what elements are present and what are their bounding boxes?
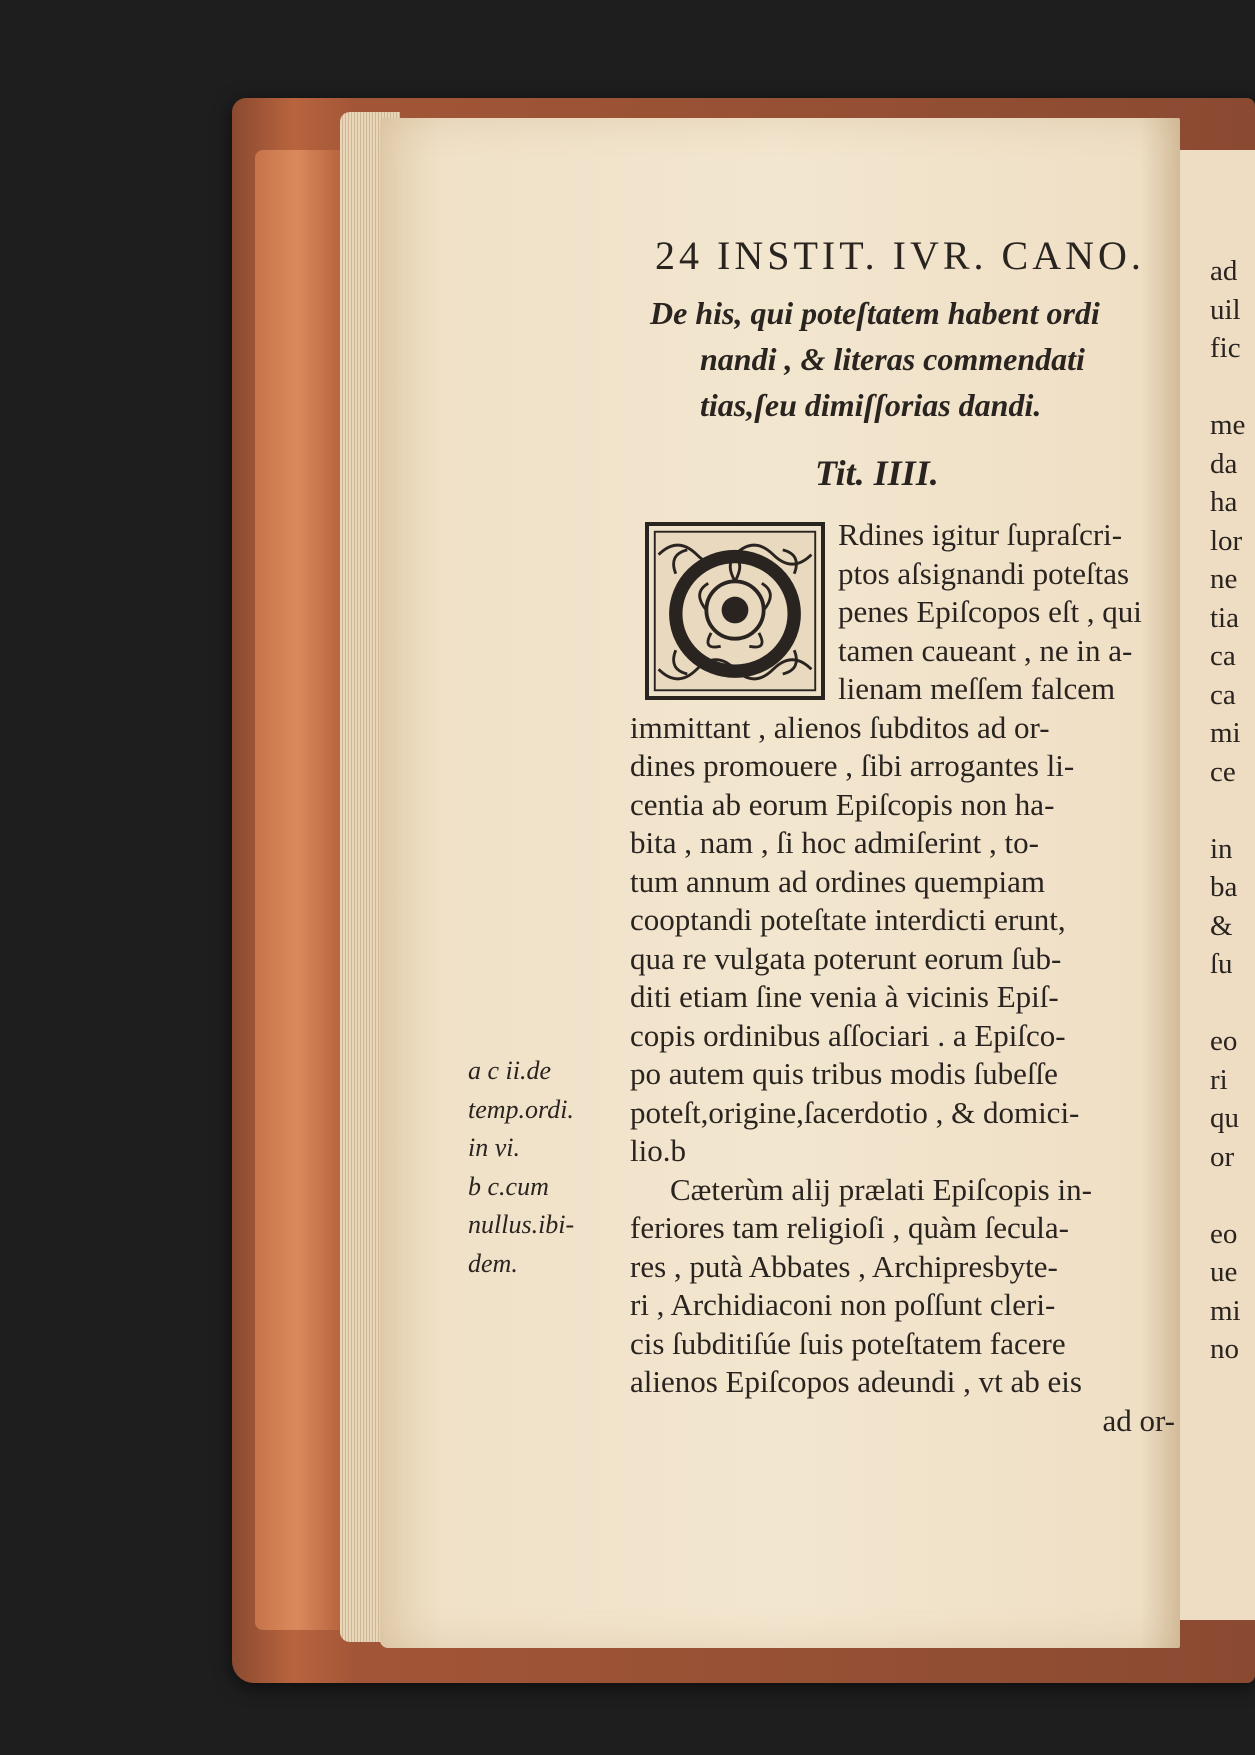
margin-note-line: b c.cum [468, 1171, 549, 1201]
text-line: bita , nam , ſi hoc admiſerint , to- [630, 825, 1039, 860]
text-line: cooptandi poteſtate interdicti erunt, [630, 902, 1066, 937]
facing-fragment [1210, 1176, 1255, 1215]
text-line: cis ſubditiſúe ſuis poteſtatem facere [630, 1325, 1066, 1361]
facing-fragment: ſu [1210, 948, 1233, 980]
margin-note-line: temp.ordi. [468, 1094, 574, 1124]
text-line: copis ordinibus aſſociari . a Epiſco- [630, 1017, 1066, 1053]
text-line: diti etiam ſine venia à vicinis Epiſ- [630, 979, 1059, 1014]
facing-fragment: & [1210, 909, 1233, 942]
facing-fragment: ue [1210, 1256, 1238, 1288]
text-line: ptos aſsignandi poteſtas [838, 555, 1130, 591]
facing-fragment: da [1210, 447, 1238, 480]
margin-note-line: in vi. [468, 1133, 520, 1162]
text-line: feriores tam religioſi , quàm ſecula- [630, 1210, 1069, 1245]
text-line: Rdines igitur ſupraſcri- [838, 517, 1123, 552]
text-line: Cæterùm alij prælati Epiſcopis in- [670, 1171, 1092, 1207]
facing-fragment: ca [1210, 678, 1236, 711]
facing-fragment: in [1210, 832, 1233, 865]
facing-fragment: ba [1210, 871, 1238, 903]
facing-fragment: qu [1210, 1102, 1239, 1134]
title-line: De his, qui poteſtatem habent ordi [650, 295, 1100, 331]
text-line: centia ab eorum Epiſcopis non ha- [630, 786, 1055, 822]
text-line: ri , Archidiaconi non poſſunt cleri- [630, 1287, 1056, 1322]
facing-page-text [1210, 252, 1255, 1369]
text-line: po autem quis tribus modis ſubeſſe [630, 1056, 1058, 1091]
title-line: tias,ſeu dimiſſorias dandi. [700, 387, 1042, 423]
running-head: 24 INSTIT. IVR. CANO. [655, 233, 1145, 278]
facing-fragment: ha [1210, 486, 1238, 518]
facing-fragment: ad [1210, 255, 1238, 287]
margin-note-line: dem. [468, 1248, 518, 1278]
facing-fragment: me [1210, 409, 1246, 441]
text-line: res , putà Abbates , Archipresbyte- [630, 1248, 1058, 1284]
catchword: ad or- [1102, 1402, 1175, 1438]
facing-fragment: ca [1210, 640, 1236, 672]
facing-fragment: mi [1210, 1294, 1241, 1327]
facing-fragment [1210, 791, 1255, 830]
facing-fragment: fic [1210, 332, 1241, 364]
text-line: dines promouere , ſibi arrogantes li- [630, 748, 1075, 783]
text-line: tum annum ad ordines quempiam [630, 863, 1045, 899]
facing-fragment: eo [1210, 1217, 1238, 1250]
margin-note-line: nullus.ibi- [468, 1210, 575, 1239]
chapter-title [650, 290, 1190, 428]
facing-fragment: no [1210, 1333, 1239, 1365]
facing-fragment: mi [1210, 717, 1241, 749]
facing-fragment: ri [1210, 1063, 1228, 1096]
text-line: alienos Epiſcopos adeundi , vt ab eis [630, 1364, 1082, 1399]
facing-fragment [1210, 984, 1255, 1023]
text-line: lienam meſſem falcem [838, 671, 1116, 706]
text-line: penes Epiſcopos eſt , qui [838, 594, 1142, 629]
facing-fragment: tia [1210, 601, 1239, 634]
facing-fragment: lor [1210, 524, 1243, 557]
text-line: immittant , alienos ſubditos ad or- [630, 709, 1050, 745]
facing-fragment: or [1210, 1140, 1235, 1173]
facing-fragment: ce [1210, 755, 1236, 788]
text-line: lio.b [630, 1133, 686, 1168]
body-text [630, 516, 1185, 1440]
title-number: Tit. IIII. [815, 453, 939, 493]
facing-fragment: ne [1210, 563, 1238, 595]
facing-fragment: uil [1210, 293, 1241, 326]
marginal-notes [468, 1052, 618, 1283]
text-line: poteſt,origine,ſacerdotio , & domici- [630, 1094, 1080, 1130]
facing-fragment [1210, 368, 1255, 407]
text-line: tamen caueant , ne in a- [838, 632, 1133, 668]
facing-fragment: eo [1210, 1025, 1238, 1057]
text-line: qua re vulgata poterunt eorum ſub- [630, 940, 1062, 976]
title-line: nandi , & literas commendati [700, 341, 1085, 377]
margin-note-line: a c ii.de [468, 1056, 552, 1085]
